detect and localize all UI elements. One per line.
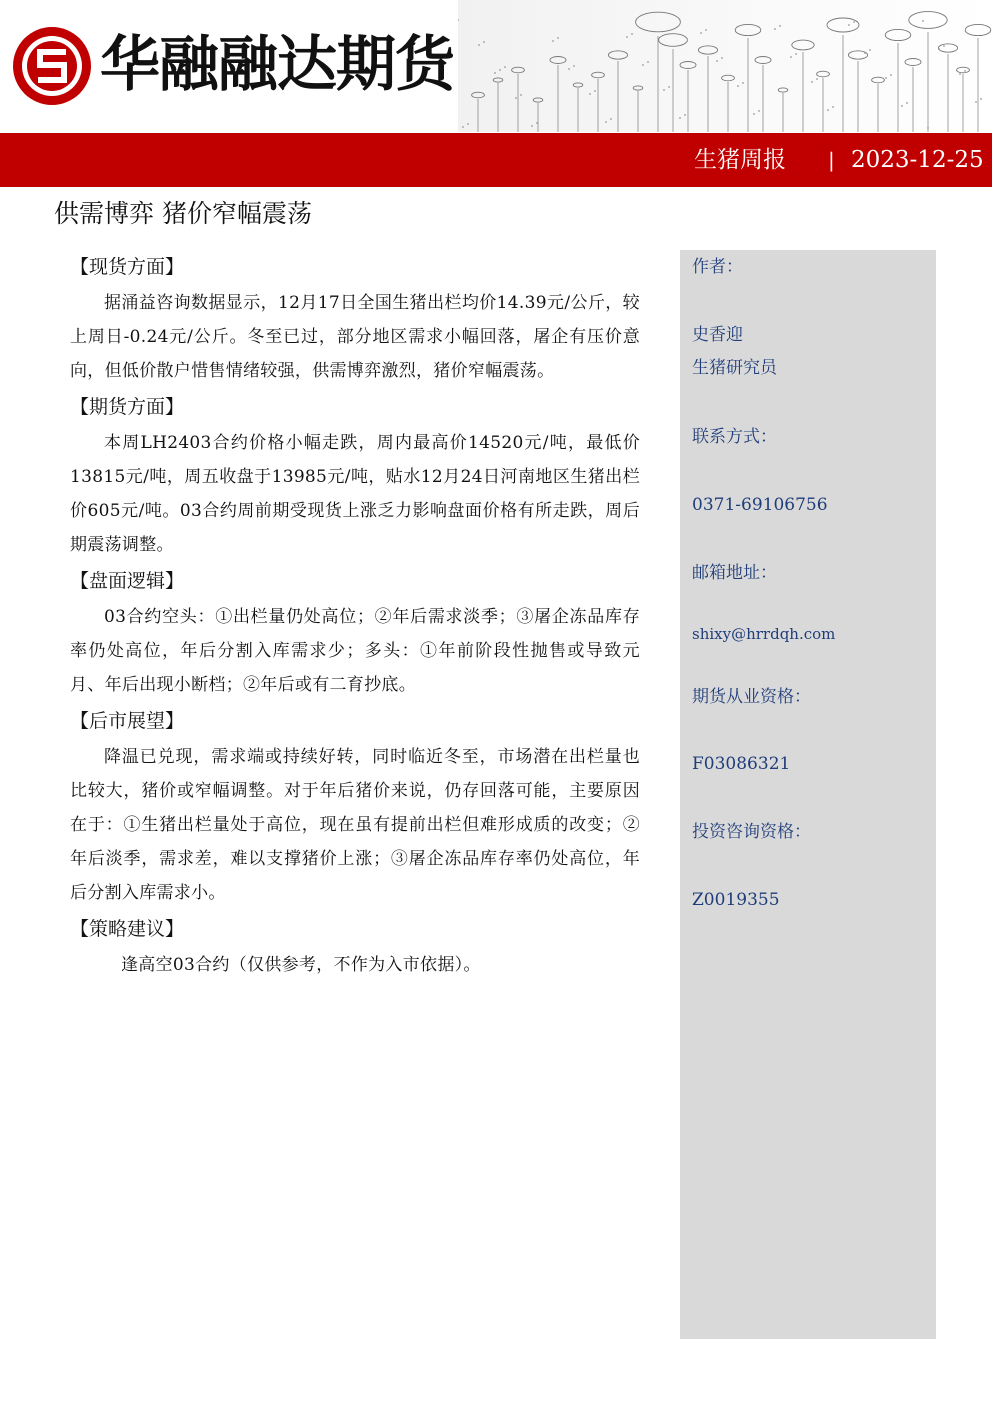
futures-qualification-label: 期货从业资格：	[692, 687, 811, 707]
futures-qualification-number: F03086321	[692, 754, 791, 774]
section-heading-spot: 【现货方面】	[70, 256, 185, 278]
email-label: 邮箱地址：	[692, 563, 777, 583]
investment-qualification-number: Z0019355	[692, 890, 780, 910]
section-paragraph-strategy: 逢高空03合约（仅供参考，不作为入市依据）。	[121, 955, 481, 975]
section-paragraph-futures: 本周LH2403合约价格小幅走跌，周内最高价14520元/吨，最低价13815元/吨，周五收盘于13985元/吨，贴水12月24日河南地区生猪出栏价605元/吨。03合约周前期受现货上涨乏力影响盘面价格有所走跌，周后期震荡调整。	[70, 433, 640, 555]
section-paragraph-outlook: 降温已兑现，需求端或持续好转，同时临近冬至，市场潜在出栏量也比较大，猪价或窄幅调整。对于年后猪价来说，仍存回落可能，主要原因在于：①生猪出栏量处于高位，现在虽有提前出栏但难形成质的改变；②年后淡季，需求差，难以支撑猪价上涨；③屠企冻品库存率仍处高位，年后分割入库需求小。	[70, 747, 640, 903]
band-divider: |	[828, 148, 835, 172]
header-decoration	[458, 0, 992, 132]
contact-phone: 0371-69106756	[692, 495, 828, 515]
section-heading-logic: 【盘面逻辑】	[70, 570, 185, 592]
investment-qualification-label: 投资咨询资格：	[692, 822, 811, 842]
author-title: 生猪研究员	[692, 358, 777, 378]
page-title: 供需博弈 猪价窄幅震荡	[54, 199, 312, 228]
author-name: 史香迎	[692, 325, 743, 345]
email-address: shixy@hrrdqh.com	[692, 625, 836, 643]
contact-label: 联系方式：	[692, 427, 777, 447]
section-heading-outlook: 【后市展望】	[70, 710, 185, 732]
company-name: 华融融达期货	[100, 30, 454, 100]
hrrd-logo-icon	[10, 24, 94, 108]
report-body	[70, 250, 640, 984]
header-band	[0, 133, 992, 187]
report-date: 2023-12-25	[851, 147, 984, 173]
report-type: 生猪周报	[694, 147, 786, 173]
author-sidebar	[680, 250, 936, 1339]
author-label: 作者：	[692, 257, 743, 277]
section-heading-strategy: 【策略建议】	[70, 918, 185, 940]
section-paragraph-spot: 据涌益咨询数据显示，12月17日全国生猪出栏均价14.39元/公斤，较上周日-0.24元/公斤。冬至已过，部分地区需求小幅回落，屠企有压价意向，但低价散户惜售情绪较强，供需博弈激烈，猪价窄幅震荡。	[70, 293, 640, 381]
section-heading-futures: 【期货方面】	[70, 396, 185, 418]
section-paragraph-logic: 03合约空头：①出栏量仍处高位；②年后需求淡季；③屠企冻品库存率仍处高位，年后分割入库需求少；多头：①年前阶段性抛售或导致元月、年后出现小断档；②年后或有二育抄底。	[70, 607, 640, 695]
